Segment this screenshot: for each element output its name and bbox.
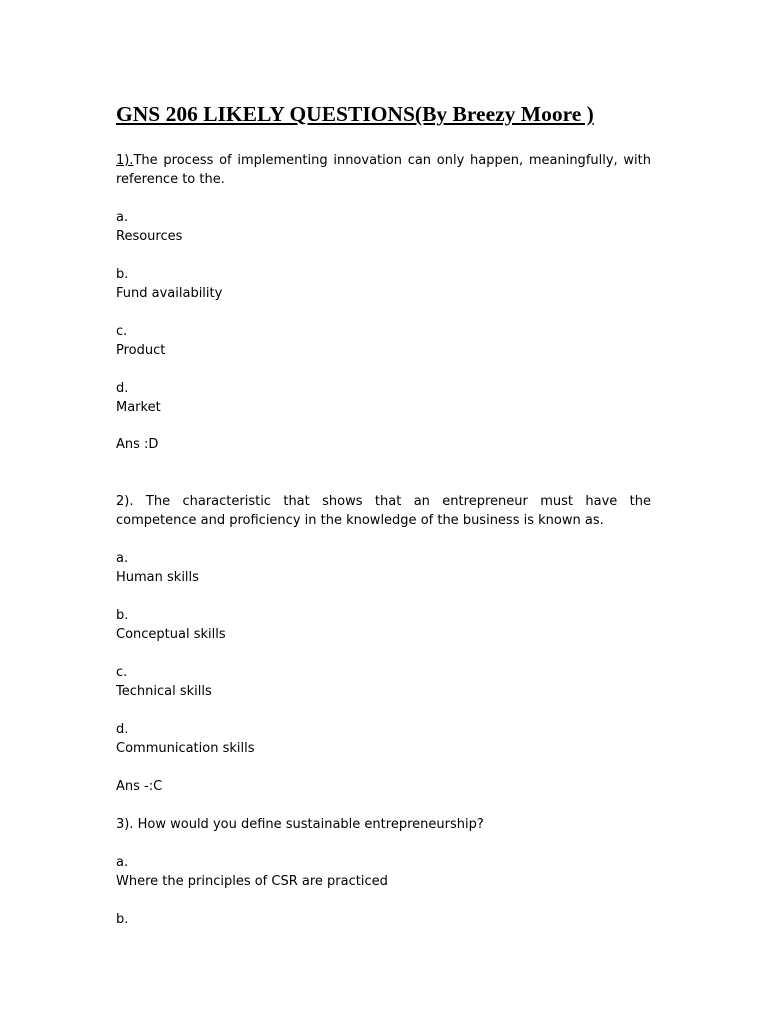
question-3 xyxy=(116,815,651,834)
option-text: Market xyxy=(116,400,161,415)
question-text: The characteristic that shows that an entrepreneur must have the competence and proficiency in the knowledge of the business is known as. xyxy=(116,494,652,528)
option-letter: a. xyxy=(116,210,129,225)
question-1 xyxy=(116,151,651,189)
question-text: The process of implementing innovation can only happen, meaningfully, with reference to the. xyxy=(116,153,651,187)
question-text: How would you define sustainable entrepreneurship? xyxy=(137,817,484,832)
option-text: Fund availability xyxy=(116,286,223,301)
option-text: Product xyxy=(116,343,166,358)
option-letter: a. xyxy=(116,855,129,870)
option-letter: b. xyxy=(116,912,129,927)
option-letter: b. xyxy=(116,608,129,623)
option-letter: a. xyxy=(116,551,129,566)
option-text: Resources xyxy=(116,229,183,244)
document-title: GNS 206 LIKELY QUESTIONS(By Breezy Moore ) xyxy=(116,102,594,126)
question-number: 1). xyxy=(116,153,134,168)
option-letter: c. xyxy=(116,665,128,680)
option-letter: c. xyxy=(116,324,128,339)
answer-line: Ans -:C xyxy=(116,779,163,794)
option-text: Communication skills xyxy=(116,741,255,756)
option-text: Human skills xyxy=(116,570,199,585)
option-letter: d. xyxy=(116,722,129,737)
option-text: Technical skills xyxy=(116,684,212,699)
option-letter: b. xyxy=(116,267,129,282)
option-text: Where the principles of CSR are practiced xyxy=(116,874,388,889)
option-text: Conceptual skills xyxy=(116,627,226,642)
question-2 xyxy=(116,492,651,530)
question-number: 3). xyxy=(116,817,134,832)
option-letter: d. xyxy=(116,381,129,396)
question-number: 2). xyxy=(116,494,134,509)
answer-line: Ans :D xyxy=(116,437,159,452)
